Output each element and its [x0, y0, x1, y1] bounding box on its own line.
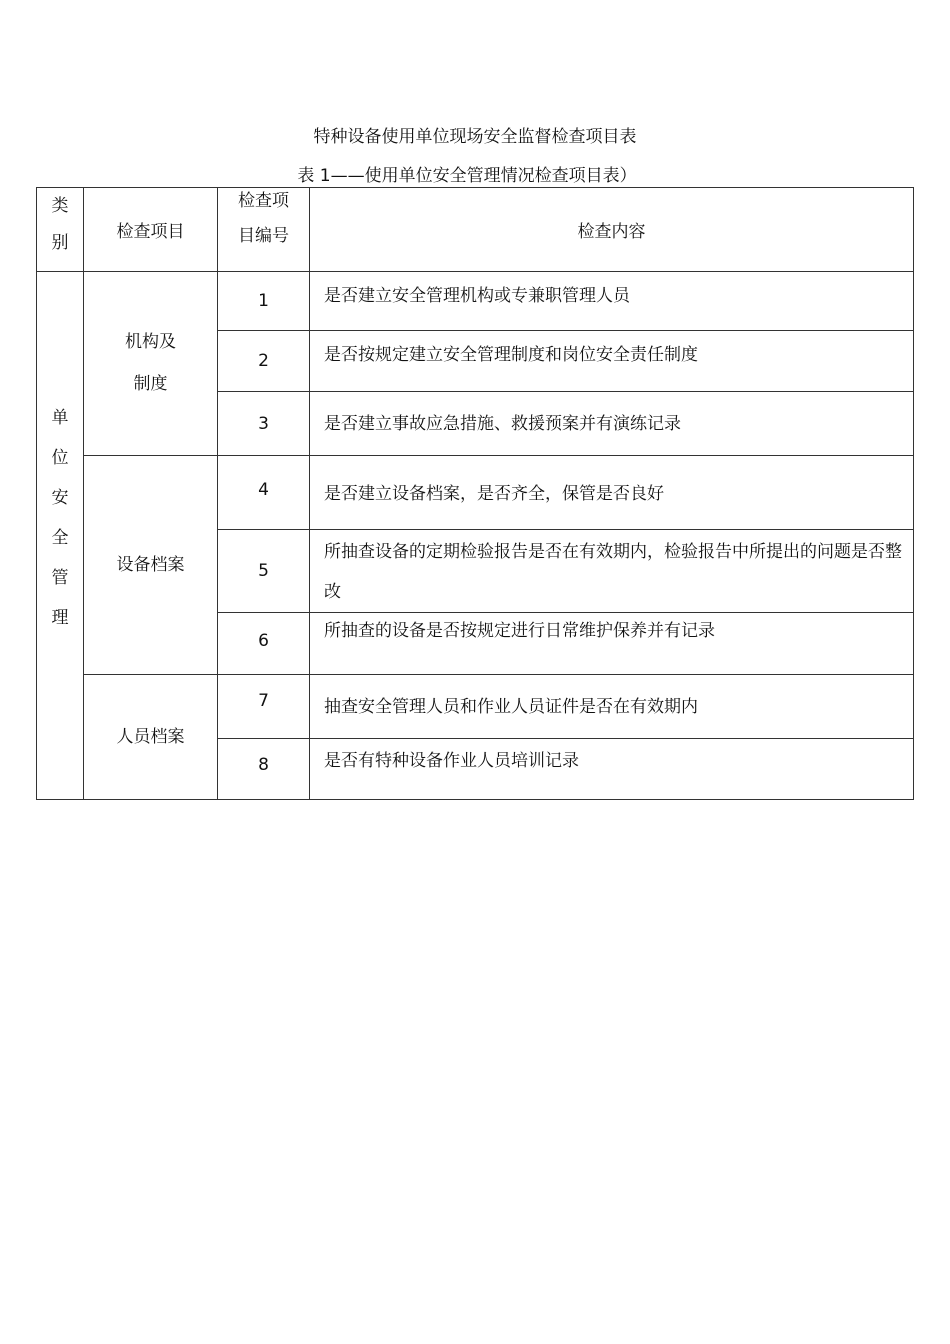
- inspection-table: [36, 187, 914, 800]
- row-number: 5: [218, 530, 310, 613]
- row-content: 是否有特种设备作业人员培训记录: [310, 739, 914, 800]
- table-row: [37, 456, 914, 530]
- row-number: 2: [218, 331, 310, 392]
- document-title: 特种设备使用单位现场安全监督检查项目表: [313, 127, 637, 147]
- group-item-cell: 设备档案: [84, 456, 218, 675]
- header-number-label: 检查项 目编号: [238, 191, 289, 246]
- row-content: 所抽查的设备是否按规定进行日常维护保养并有记录: [310, 613, 914, 675]
- row-number: 1: [218, 272, 310, 331]
- table-row: [37, 675, 914, 739]
- row-number: 3: [218, 392, 310, 456]
- group-item-cell: 人员档案: [84, 675, 218, 800]
- row-number: 6: [218, 613, 310, 675]
- row-content: 所抽查设备的定期检验报告是否在有效期内，检验报告中所提出的问题是否整改: [310, 530, 914, 613]
- category-label: 单 位 安 全 管 理: [51, 408, 69, 628]
- row-number: 7: [218, 675, 310, 739]
- header-number: [218, 188, 310, 272]
- table-header-row: [37, 188, 914, 272]
- header-content: 检查内容: [310, 188, 914, 272]
- group-item-cell: [84, 272, 218, 456]
- row-content: 是否建立事故应急措施、救援预案并有演练记录: [310, 392, 914, 456]
- row-number: 8: [218, 739, 310, 800]
- row-content: 是否按规定建立安全管理制度和岗位安全责任制度: [310, 331, 914, 392]
- row-content: 是否建立设备档案，是否齐全，保管是否良好: [310, 456, 914, 530]
- header-category-label: 类 别: [51, 196, 69, 253]
- group-item-label: 机构及 制度: [125, 331, 176, 394]
- category-cell: [37, 272, 84, 800]
- table-row: [37, 272, 914, 331]
- header-item: 检查项目: [84, 188, 218, 272]
- row-content: 抽查安全管理人员和作业人员证件是否在有效期内: [310, 675, 914, 739]
- row-content: 是否建立安全管理机构或专兼职管理人员: [310, 272, 914, 331]
- table-caption: 表 1——使用单位安全管理情况检查项目表）: [297, 166, 637, 186]
- header-category: [37, 188, 84, 272]
- row-number: 4: [218, 456, 310, 530]
